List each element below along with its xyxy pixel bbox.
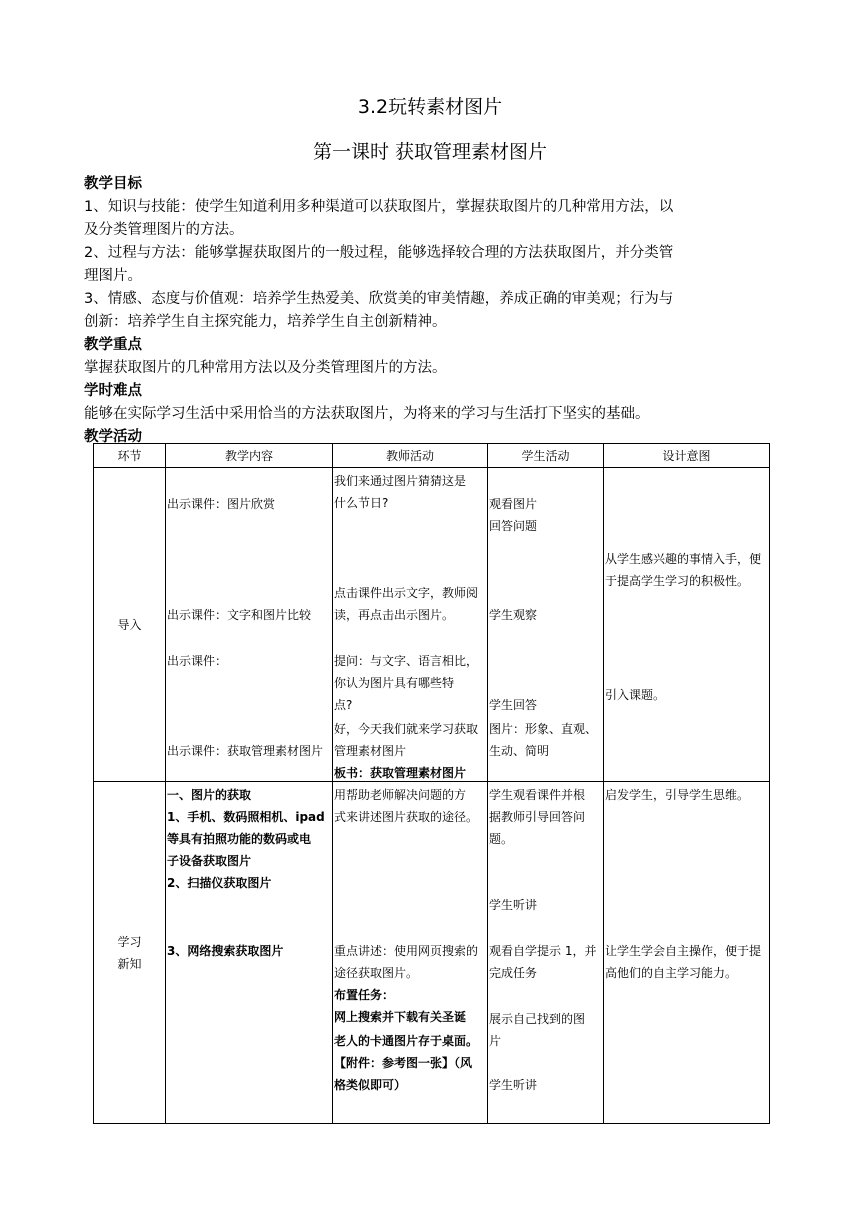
learn-student-line: 完成任务 [489,966,538,980]
intro-student-line: 回答问题 [489,519,538,533]
learn-student-line: 据教师引导回答问 [489,810,586,824]
learn-student-cell [488,782,604,1124]
intro-student-line: 学生观察 [489,608,538,622]
table-row-learn [94,782,770,1124]
learn-student-line: 题。 [489,832,514,846]
objectives-section [84,173,780,449]
objective-2-line-1: 2、过程与方法：能够掌握获取图片的一般过程，能够选择较合理的方法获取图片，并分类管 [84,245,674,261]
intro-teacher-line: 点击课件出示文字，教师阅 [334,586,479,600]
learn-teacher-cell [333,782,488,1124]
learn-intent-line: 高他们的自主学习能力。 [605,966,738,980]
intro-teacher-line: 你认为图片具有哪些特 [334,676,455,690]
intro-intent-line: 引入课题。 [605,688,666,702]
objective-2-line-2: 理图片。 [84,268,142,284]
table-header-row [94,444,770,468]
intro-teacher-line: 什么节日? [334,496,389,510]
learn-content-line: 2、扫描仪获取图片 [167,876,272,890]
learn-teacher-line: 网上搜索并下载有关圣诞 [334,1010,467,1024]
learn-content-line: 子设备获取图片 [167,854,252,868]
stage-intro: 导入 [94,468,166,782]
intro-content-line: 出示课件：文字和图片比较 [167,608,312,622]
document-title: 3.2玩转素材图片 [357,96,503,118]
intro-student-cell [488,468,604,782]
learn-content-line: 1、手机、数码照相机、ipad [167,810,325,824]
objectives-heading: 教学目标 [84,176,142,192]
intro-intent-line: 从学生感兴趣的事情入手，便 [605,552,762,566]
learn-teacher-line: 重点讲述：使用网页搜索的 [334,944,479,958]
learn-intent-line: 启发学生，引导学生思维。 [605,788,750,802]
objective-3-line-2: 创新：培养学生自主探究能力，培养学生自主创新精神。 [84,314,447,330]
header-stage: 环节 [94,444,166,468]
lesson-subtitle: 第一课时 获取管理素材图片 [312,141,548,163]
intro-teacher-line: 好，今天我们就来学习获取 [334,722,479,736]
difficulty-heading: 学时难点 [84,383,142,399]
header-content: 教学内容 [166,444,333,468]
learn-teacher-line: 途径获取图片。 [334,966,419,980]
learn-student-line: 学生观看课件并根 [489,788,586,802]
stage-learn-line-1: 学习 [117,934,142,949]
objective-1-line-2: 及分类管理图片的方法。 [84,222,244,238]
intro-teacher-cell [333,468,488,782]
learn-intent-line: 让学生学会自主操作，便于提 [605,944,762,958]
stage-learn-line-2: 新知 [117,956,142,971]
learn-content-line: 3、网络搜索获取图片 [167,944,284,958]
intro-student-line: 图片：形象、直观、 [489,722,598,736]
learn-content-line: 等具有拍照功能的数码或电 [167,832,312,846]
intro-content-line: 出示课件：图片欣赏 [167,497,276,511]
learn-student-line: 片 [489,1034,502,1048]
learn-student-line: 学生听讲 [489,898,538,912]
header-student: 学生活动 [488,444,604,468]
intro-teacher-line: 提问：与文字、语言相比， [334,654,479,668]
intro-student-line: 生动、简明 [489,744,550,758]
table-row-intro [94,468,770,782]
header-intent: 设计意图 [604,444,770,468]
intro-content-line: 出示课件： [167,654,228,668]
header-teacher: 教师活动 [333,444,488,468]
learn-teacher-line: 【附件：参考图一张】（风 [334,1056,473,1070]
difficulty-text: 能够在实际学习生活中采用恰当的方法获取图片，为将来的学习与生活打下坚实的基础。 [84,406,650,422]
intro-content-cell [166,468,333,782]
learn-teacher-line: 格类似即可） [334,1078,407,1092]
learn-content-line: 一、图片的获取 [167,788,252,802]
learn-student-line: 观看自学提示 1，并 [489,944,597,958]
intro-intent-cell [604,468,770,782]
activities-table [93,443,770,1124]
objective-3-line-1: 3、情感、态度与价值观：培养学生热爱美、欣赏美的审美情趣，养成正确的审美观；行为与 [84,291,674,307]
objective-1-line-1: 1、知识与技能：使学生知道利用多种渠道可以获取图片，掌握获取图片的几种常用方法，以 [84,199,674,215]
intro-intent-line: 于提高学生学习的积极性。 [605,574,750,588]
intro-teacher-line: 读，再点击出示图片。 [334,608,455,622]
learn-student-line: 展示自己找到的图 [489,1012,586,1026]
learn-teacher-line: 布置任务： [334,988,395,1002]
intro-teacher-line: 点? [334,698,353,712]
activities-heading: 教学活动 [84,429,142,445]
intro-teacher-line: 我们来通过图片猜猜这是 [334,474,467,488]
key-points-text: 掌握获取图片的几种常用方法以及分类管理图片的方法。 [84,360,447,376]
learn-intent-cell [604,782,770,1124]
intro-teacher-line: 板书：获取管理素材图片 [334,766,467,780]
intro-student-line: 学生回答 [489,698,538,712]
intro-student-line: 观看图片 [489,497,538,511]
learn-teacher-line: 老人的卡通图片存于桌面。 [334,1034,479,1048]
key-points-heading: 教学重点 [84,337,142,353]
learn-teacher-line: 式来讲述图片获取的途径。 [334,810,479,824]
learn-content-cell [166,782,333,1124]
learn-teacher-line: 用帮助老师解决问题的方 [334,788,467,802]
intro-teacher-line: 管理素材图片 [334,744,407,758]
stage-learn [94,782,166,1124]
intro-content-line: 出示课件：获取管理素材图片 [167,744,324,758]
learn-student-line: 学生听讲 [489,1078,538,1092]
